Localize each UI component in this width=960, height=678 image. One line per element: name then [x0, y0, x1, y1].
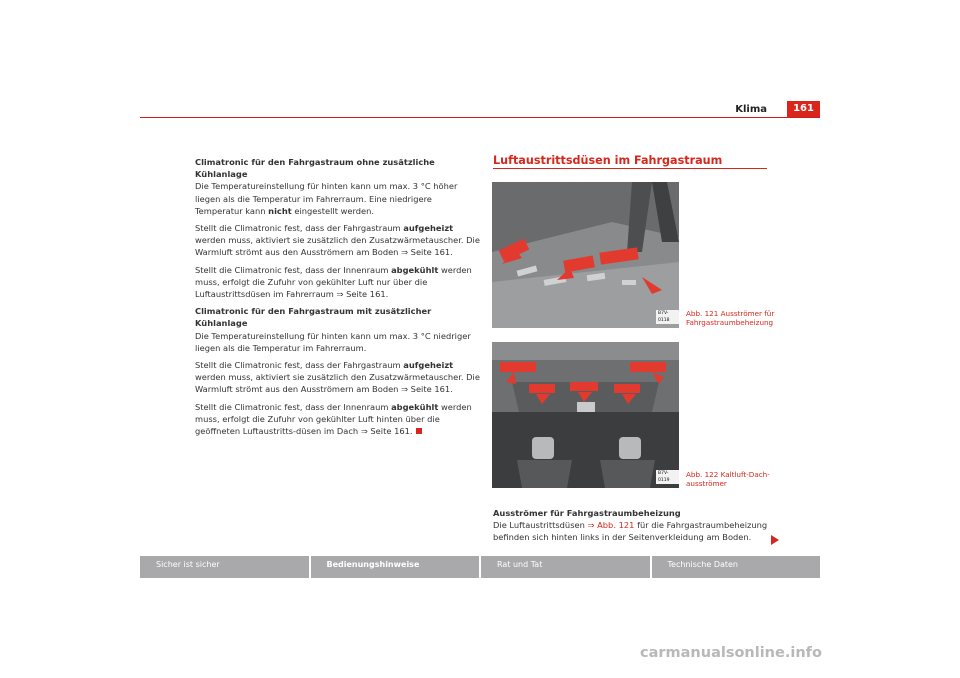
footer-tab-operating-instructions[interactable]: Bedienungshinweise: [311, 556, 480, 578]
footer-tab-safety[interactable]: Sicher ist sicher: [140, 556, 309, 578]
section-divider: [493, 168, 767, 169]
figure-heating-vents: [492, 182, 679, 328]
figure-caption: Abb. 121 Ausströmer für Fahrgastraumbeheizung: [686, 309, 775, 327]
left-column: [195, 156, 480, 442]
footer-navigation: [140, 556, 820, 578]
figure-reference-link[interactable]: ⇒ Abb. 121: [587, 520, 635, 531]
subheading-heating-vents: Ausströmer für Fahrgastraumbeheizung: [493, 508, 681, 518]
footer-tab-technical-data[interactable]: Technische Daten: [652, 556, 821, 578]
subheading-with-cooling: Climatronic für den Fahrgastraum mit zusätzlicher Kühlanlage: [195, 306, 432, 329]
figure-caption: Abb. 122 Kaltluft-Dach-ausströmer: [686, 470, 770, 488]
page-reference-link[interactable]: ⇒ Seite 161.: [401, 247, 453, 258]
subheading-without-cooling: Climatronic für den Fahrgastraum ohne zusätzliche Kühlanlage: [195, 157, 435, 180]
figure-code: B7V-0118: [656, 310, 679, 324]
paragraph: Stellt die Climatronic fest, dass der Fahrgastraum aufgeheizt werden muss, aktiviert sie zusätzlich den Zusatzwärmetauscher. Die Warmluft strömt aus den Ausströmern am Boden ⇒ Seite 161.: [195, 360, 480, 395]
paragraph: Die Luftaustrittsdüsen ⇒ Abb. 121 für die Fahrgastraumbeheizung befinden sich hinten links in der Seitenverkleidung am Boden.: [493, 520, 768, 543]
page-reference-link[interactable]: ⇒ Seite 161.: [360, 426, 413, 437]
heating-vents-illustration: [492, 182, 679, 328]
page-reference-link[interactable]: ⇒ Seite 161.: [336, 289, 389, 300]
watermark: carmanualsonline.info: [640, 645, 822, 661]
paragraph: Die Temperatureinstellung für hinten kann um max. 3 °C niedriger liegen als die Temperatur im Fahrerraum.: [195, 330, 471, 353]
page-number: 161: [787, 101, 820, 117]
right-column: [493, 507, 778, 544]
roof-vents-illustration: [492, 342, 679, 488]
footer-tab-tips[interactable]: Rat und Tat: [481, 556, 650, 578]
paragraph: Stellt die Climatronic fest, dass der Innenraum abgekühlt werden muss, erfolgt die Zufuhr von gekühlter Luft nur über die Luftaustrittsdüsen im Fahrerraum ⇒ Seite 161.: [195, 264, 472, 300]
end-of-section-marker: [416, 428, 422, 434]
paragraph: Stellt die Climatronic fest, dass der Fahrgastraum aufgeheizt werden muss, aktiviert sie zusätzlich den Zusatzwärmetauscher. Die Warmluft strömt aus den Ausströmern am Boden ⇒ Seite 161.: [195, 223, 480, 258]
next-page-arrow-icon[interactable]: [771, 535, 779, 545]
header-divider: [140, 117, 820, 118]
paragraph: Die Temperatureinstellung für hinten kann um max. 3 °C höher liegen als die Temperatur im Fahrerraum. Eine niedrigere Temperatur kann nicht eingestellt werden.: [195, 181, 458, 216]
figure-code: B7V-0119: [656, 470, 679, 484]
section-title: Luftaustrittsdüsen im Fahrgastraum: [493, 154, 723, 167]
page-reference-link[interactable]: ⇒ Seite 161.: [401, 384, 453, 395]
paragraph: Stellt die Climatronic fest, dass der Innenraum abgekühlt werden muss, erfolgt die Zufuhr von gekühlter Luft hinten über die geöffneten Luftaustritts-düsen im Dach ⇒ Seite 161.: [195, 401, 472, 437]
figure-roof-vents: [492, 342, 679, 488]
chapter-title: Klima: [735, 104, 767, 115]
